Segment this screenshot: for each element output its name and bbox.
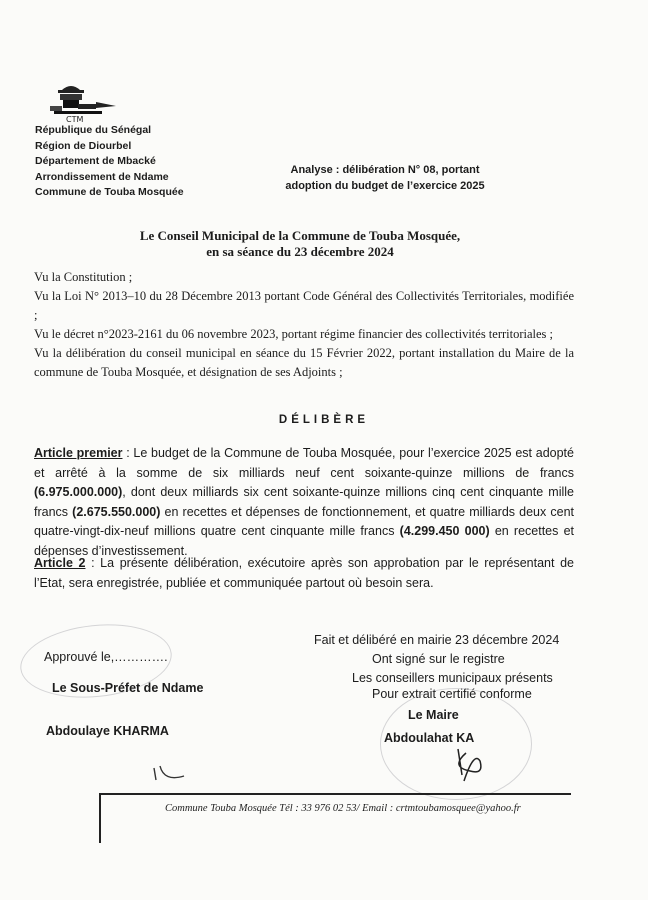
council-line-2: en sa séance du 23 décembre 2024 [206,244,394,259]
maire-title: Le Maire [408,708,459,722]
left-signature-mark [150,762,190,789]
visa-constitution: Vu la Constitution ; [34,270,133,284]
analyse-line-1: Analyse : délibération N° 08, portant [290,164,480,176]
visa-decret: Vu le décret n°2023-2161 du 06 novembre 2023, portant régime financier des collectivités territoriales ; [34,327,554,341]
administrative-header [35,123,184,201]
council-line-1: Le Conseil Municipal de la Commune de Touba Mosquée, [139,228,461,243]
commune-logo [50,84,120,124]
article-premier [34,444,574,561]
extrait-line: Pour extrait certifié conforme [372,687,532,701]
region: Région de Diourbel [35,139,132,152]
article2-text: : La présente délibération, exécutoire après son approbation par le représentant de l’Etat, sera enregistrée, publiée et communiquée partout où besoin sera. [34,556,574,590]
footer-corner-rule [99,793,101,843]
approved-line: Approuvé le,…………. [44,650,168,664]
ont-signe-line: Ont signé sur le registre [372,652,505,666]
sous-prefet-title: Le Sous-Préfet de Ndame [52,681,204,695]
analyse-block [270,162,500,194]
amount-fonctionnement: (2.675.550.000) [72,504,161,519]
arrondissement: Arrondissement de Ndame [35,170,169,183]
amount-investissement: (4.299.450 000) [399,524,490,538]
sous-prefet-name: Abdoulaye KHARMA [46,724,169,738]
council-heading [100,228,500,260]
maire-name: Abdoulahat KA [384,731,475,745]
article1-text-1: : Le budget de la Commune de Touba Mosquée, pour l’exercice 2025 est adopté et arrêté à la somme de six milliards neuf cent soixante-quinze millions de francs [34,446,574,480]
maire-signature [440,745,500,790]
article1-text-3: en recettes et dépenses de fonctionnement, et quatre milliards deux cent quatre-vingt-dix-neuf millions quatre cent cinquante mille francs [34,504,574,538]
department: Département de Mbacké [35,155,156,167]
fait-delibere-line: Fait et délibéré en mairie 23 décembre 2024 [314,633,560,647]
logo-text: CTM [66,115,84,124]
visas [34,268,574,382]
visa-deliberation: Vu la délibération du conseil municipal en séance du 15 Février 2022, portant installation du Maire de la commune de Touba Mosquée, et désignation de ses Adjoints ; [34,346,574,379]
article1-label: Article premier [34,446,123,460]
footer-rule [99,793,571,795]
conseillers-line: Les conseillers municipaux présents [352,671,553,685]
article1-text-4: en recettes et dépenses d’investissement. [34,524,574,558]
footer-contact: Commune Touba Mosquée Tél : 33 976 02 53/ Email : crtmtoubamosquee@yahoo.fr [165,803,521,814]
amount-total: (6.975.000.000) [34,485,123,499]
article-2 [34,554,574,593]
article1-text-2: , dont deux milliards six cent soixante-quinze millions cinq cent cinquante mille francs [34,485,574,519]
commune: Commune de Touba Mosquée [35,186,184,198]
analyse-line-2: adoption du budget de l’exercice 2025 [285,180,485,192]
mosque-logo-icon [50,84,120,124]
visa-loi: Vu la Loi N° 2013–10 du 28 Décembre 2013 portant Code Général des Collectivités Territoriales, modifiée ; [34,289,574,322]
republic: République du Sénégal [35,124,152,136]
article2-label: Article 2 [34,556,86,570]
delibere-heading: DÉLIBÈRE [278,414,370,426]
